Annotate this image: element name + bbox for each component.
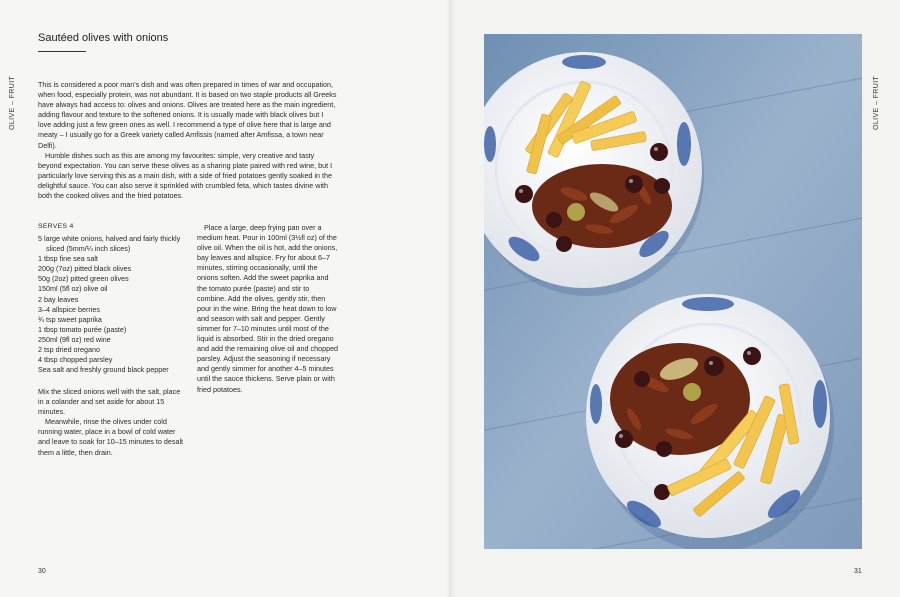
section-label-right: OLIVE – FRUIT <box>873 75 880 130</box>
ingredient-item: 150ml (5fl oz) olive oil <box>38 284 108 294</box>
food-photo <box>484 34 862 549</box>
ingredient-item: 2 bay leaves <box>38 294 79 304</box>
ingredient-list <box>38 234 188 375</box>
ingredient-item: 4 tbsp chopped parsley <box>38 355 113 365</box>
recipe-title: Sautéed olives with onions <box>38 32 169 44</box>
section-label-left: OLIVE – FRUIT <box>9 75 16 130</box>
page-number-right: 31 <box>854 568 862 575</box>
ingredient-item: 250ml (9fl oz) red wine <box>38 334 111 344</box>
method-paragraph: Meanwhile, rinse the olives under cold running water, place in a bowl of cold water and leave to soak for 10–15 minutes to desalt them a little, then drain. <box>38 417 184 457</box>
ingredient-item: 3–4 allspice berries <box>38 304 100 314</box>
page-number-left: 30 <box>38 568 46 575</box>
method-paragraph: Mix the sliced onions well with the salt, place in a colander and set aside for about 15 minutes. <box>38 387 181 417</box>
title-underline <box>38 51 86 52</box>
method-steps-left <box>38 387 186 458</box>
ingredient-item: 5 large white onions, halved and fairly thickly sliced (5mm/¼ inch slices) <box>38 234 181 254</box>
serves-label: SERVES 4 <box>38 223 74 230</box>
ingredient-item: 1 tbsp fine sea salt <box>38 254 98 264</box>
intro-paragraph: This is considered a poor man's dish and was often prepared in times of war and occupation, when food, especially protein, was not abundant. It is based on two staple products all Greeks have always had access to: olives and onions. Olives are treated here as the main ingredient, adding flavour and texture to the softened onions. It is usually made with black olives but I love adding just a few green ones as well. I recommend a type of olive here that is large and meaty – I usually go for a Greek variety called Amfissis (named after Amfissa, a town near Delfi). <box>38 80 337 150</box>
photo-illustration <box>484 34 862 549</box>
ingredient-item: 1 tbsp tomato purée (paste) <box>38 324 127 334</box>
ingredient-item: Sea salt and freshly ground black pepper <box>38 365 169 375</box>
recipe-intro <box>38 80 338 201</box>
ingredient-item: 2 tsp dried oregano <box>38 345 100 355</box>
book-gutter <box>446 0 454 597</box>
method-steps-right: Place a large, deep frying pan over a medium heat. Pour in 100ml (3½fl oz) of the olive oil. When the oil is hot, add the onions, bay leaves and allspice. Fry for about 6–7 minutes, stirring occasionally, until the onions soften. Add the sweet paprika and the tomato purée (paste) and stir to combine. Add the olives, gently stir, then pour in the wine. Bring the heat down to low and season with salt and pepper. Gently simmer for 7–10 minutes until most of the liquid is absorbed. Stir in the dried oregano and add the remaining olive oil and chopped parsley. Adjust the seasoning if necessary and gently simmer for another 4–5 minutes until the sauce thickens. Serve plain or with fried potatoes. <box>197 223 339 394</box>
ingredient-item: ¾ tsp sweet paprika <box>38 314 102 324</box>
ingredient-item: 200g (7oz) pitted black olives <box>38 264 132 274</box>
ingredient-item: 50g (2oz) pitted green olives <box>38 274 129 284</box>
intro-paragraph: Humble dishes such as this are among my favourites: simple, very creative and tasty beyond expectation. You can serve these olives as a sharing plate paired with red wine, but I particularly love serving this as a main dish, with a side of fried potatoes gently soaked in the delightful sauce. You can also serve it sprinkled with crumbled feta, which tastes divine with both the cooked olives and the fried potatoes. <box>38 150 333 201</box>
